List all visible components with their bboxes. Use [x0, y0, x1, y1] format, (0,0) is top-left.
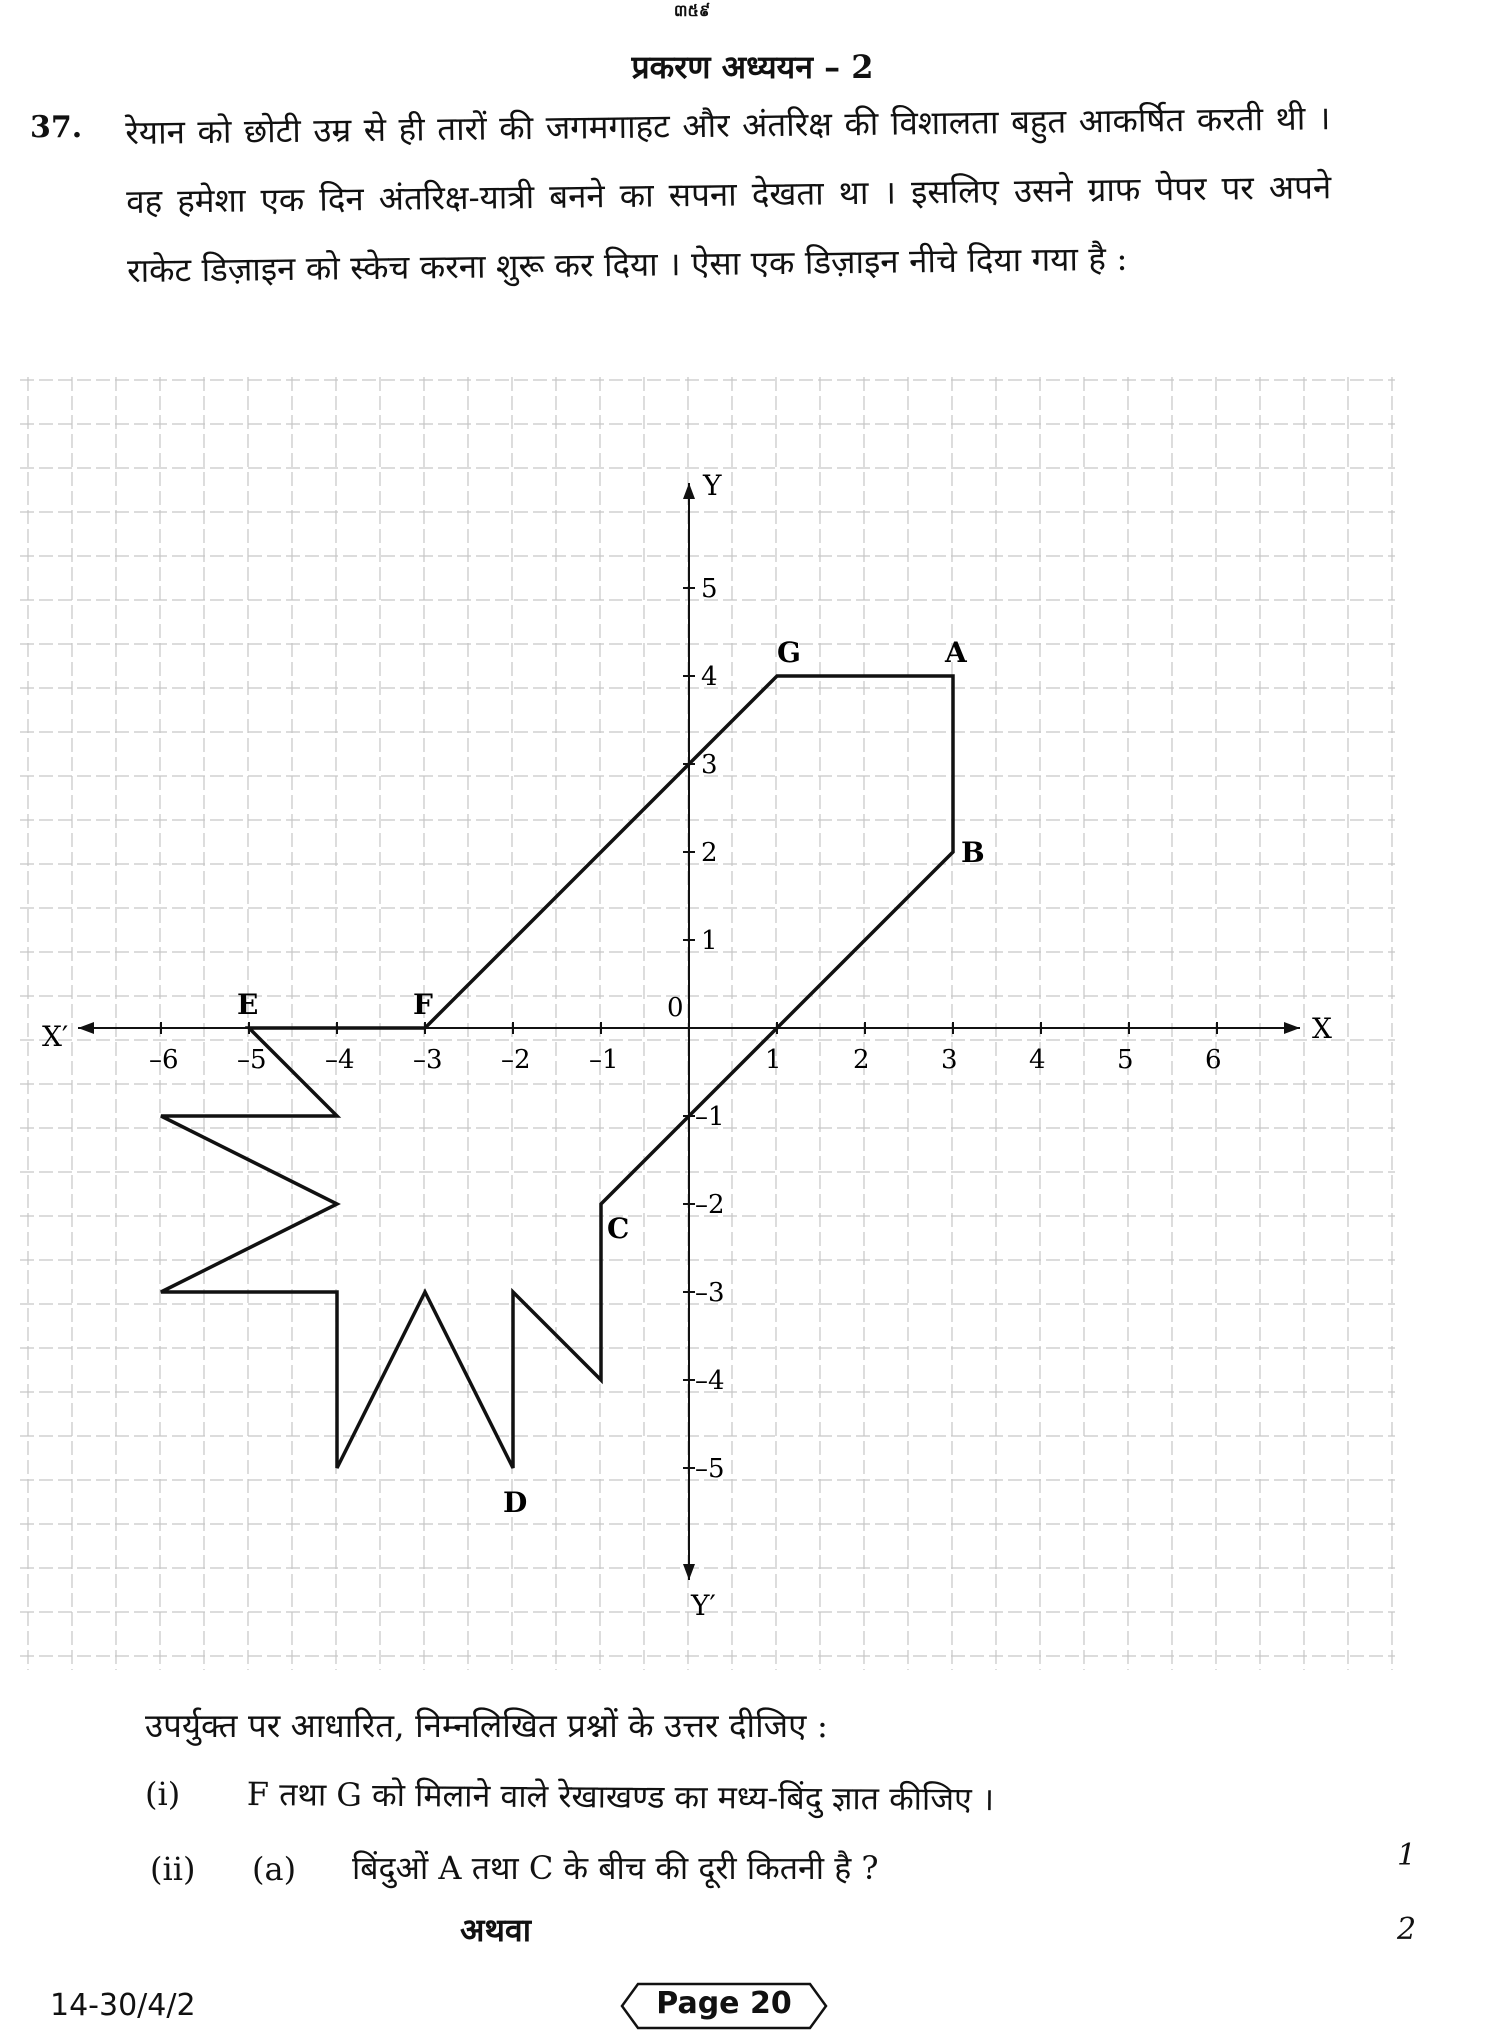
x-tick-label: 5: [1117, 1045, 1134, 1075]
point-label-e: E: [237, 988, 259, 1021]
subquestion-1-text: F तथा G को मिलाने वाले रेखाखण्ड का मध्य-बिंदु ज्ञात कीजिए ।: [246, 1774, 995, 1819]
y-tick-label: 3: [701, 750, 718, 780]
point-labels: [237, 636, 985, 1519]
x-tick-label: 6: [1205, 1045, 1222, 1075]
x-tick-label: 4: [1029, 1045, 1046, 1075]
point-label-f: F: [413, 988, 433, 1021]
x-tick-label: –3: [413, 1045, 443, 1075]
x-tick-label: –1: [589, 1045, 619, 1075]
marks-subquestion-2: 2: [1397, 1912, 1417, 1947]
question-number: 37.: [30, 110, 83, 145]
y-axis-label: Y: [703, 469, 722, 502]
or-divider-text: अथवा: [460, 1911, 531, 1949]
x-tick-label: –2: [501, 1045, 531, 1075]
y-tick-label: –4: [695, 1366, 725, 1396]
subquestion-2-text: बिंदुओं A तथा C के बीच की दूरी कितनी है ?: [352, 1849, 879, 1887]
page-number: Page 20: [656, 1986, 792, 2021]
subquestion-intro: उपर्युक्त पर आधारित, निम्नलिखित प्रश्नों के उत्तर दीजिए :: [145, 1706, 828, 1745]
point-label-b: B: [961, 836, 985, 869]
origin-label: 0: [667, 993, 684, 1023]
paper-code: 14-30/4/2: [50, 1988, 196, 2023]
x-tick-label: –6: [149, 1045, 179, 1075]
question-text: रेयान को छोटी उम्र से ही तारों की जगमगाहट और अंतरिक्ष की विशालता बहुत आकर्षित करती थी । वह हमेशा एक दिन अंतरिक्ष-यात्री बनने का सपना देखता था । इसलिए उसने ग्राफ पेपर पर अपने राकेट डिज़ाइन को स्केच करना शुरू कर दिया । ऐसा एक डिज़ाइन नीचे दिया गया है :: [125, 98, 1332, 290]
x-axis-label: X: [1312, 1012, 1332, 1045]
point-label-d: D: [503, 1486, 528, 1519]
header-code: ៣៥៩: [673, 1, 711, 20]
x-neg-axis-label: X′: [42, 1020, 69, 1053]
x-tick-label: 3: [941, 1045, 958, 1075]
y-axis-arrow: [683, 483, 695, 499]
subquestion-2-part: (a): [252, 1850, 297, 1888]
graph-axes: [42, 469, 1332, 1622]
point-label-c: C: [607, 1212, 630, 1245]
y-tick-label: 4: [701, 662, 718, 692]
y-tick-label: –3: [695, 1278, 725, 1308]
y-neg-axis-label: Y′: [691, 1589, 716, 1622]
x-tick-label: 2: [853, 1045, 870, 1075]
rocket-graph: [0, 355, 1505, 1675]
x-axis-arrow: [1284, 1022, 1300, 1034]
x-tick-label: 1: [765, 1045, 782, 1075]
point-label-g: G: [777, 636, 801, 669]
subquestion-1-number: (i): [145, 1775, 181, 1813]
x-tick-label: –4: [325, 1045, 355, 1075]
y-neg-axis-arrow: [683, 1564, 695, 1580]
y-tick-label: –2: [695, 1190, 725, 1220]
y-tick-label: 2: [701, 838, 718, 868]
subquestion-2-number: (ii): [150, 1850, 196, 1888]
y-tick-label: –5: [695, 1454, 725, 1484]
point-label-a: A: [945, 636, 967, 669]
x-tick-label: –5: [237, 1045, 267, 1075]
y-tick-label: 5: [701, 574, 718, 604]
marks-subquestion-1: 1: [1397, 1838, 1417, 1873]
rocket-outline: [161, 676, 953, 1468]
y-tick-label: 1: [701, 926, 718, 956]
y-tick-label: –1: [695, 1102, 725, 1132]
x-neg-axis-arrow: [78, 1022, 94, 1034]
section-title: प्रकरण अध्ययन – 2: [631, 48, 874, 86]
